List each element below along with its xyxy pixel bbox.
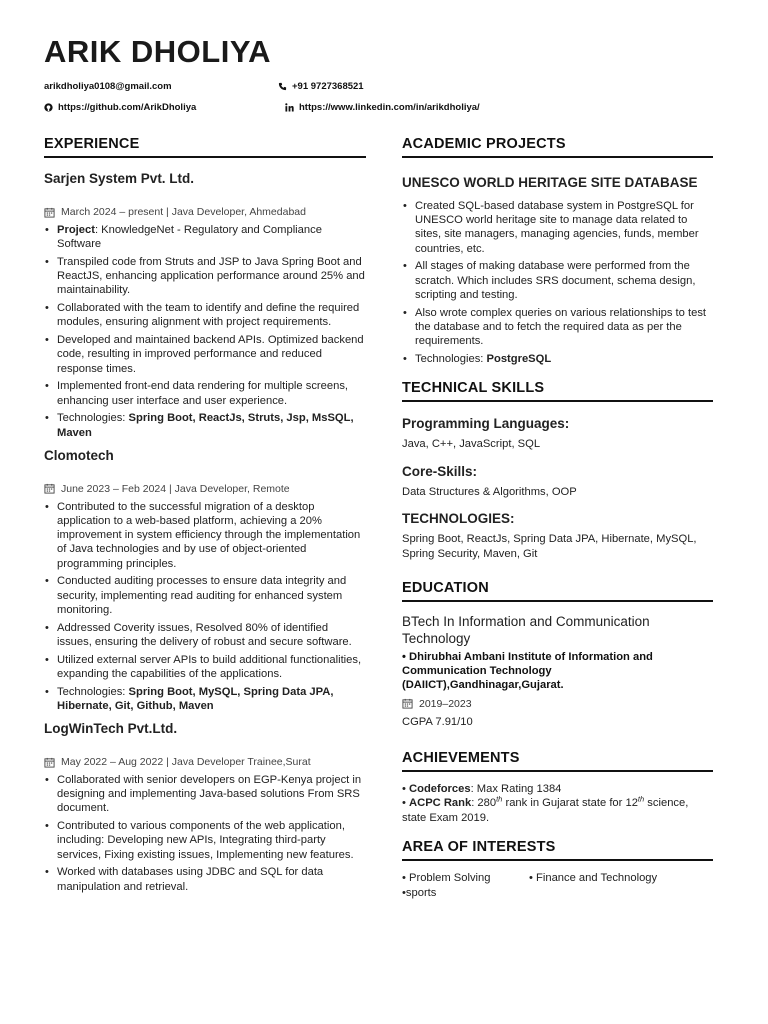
job-meta-text: May 2022 – Aug 2022 | Java Developer Trainee,Surat (61, 756, 311, 769)
list-item: • Collaborated with the team to identify and define the required modules, ensuring alignment with project requirements. (44, 301, 366, 329)
education-years (402, 698, 713, 710)
interests-heading: AREA OF INTERESTS (402, 839, 713, 861)
projects-heading: ACADEMIC PROJECTS (402, 136, 713, 158)
job-company: Clomotech (44, 447, 114, 463)
skill-group-text: Spring Boot, ReactJs, Spring Data JPA, Hibernate, MySQL, Spring Security, Maven, Git (402, 533, 697, 560)
job-company: Sarjen System Pvt. Ltd. (44, 171, 195, 186)
list-item: • Implemented front-end data rendering for multiple screens, enhancing user interface and user experience. (44, 379, 366, 407)
calendar-icon (44, 207, 55, 218)
degree-title: BTech In Information and Communication Technology (402, 614, 650, 647)
education-heading: EDUCATION (402, 580, 713, 602)
interests-row (402, 886, 713, 901)
list-item: • Contributed to various components of the web application, including: Developing new APIs, Integrating third-party services, Fixing existing issues, Implementing new features. (44, 819, 366, 862)
skill-group-heading: Programming Languages: (402, 416, 570, 432)
left-column (44, 136, 366, 897)
job-meta (44, 206, 366, 218)
list-item: • Created SQL-based database system in PostgreSQL for UNESCO world heritage site to manage data related to sites, site managers, managing agencies, funds, member countries, etc. (402, 199, 713, 256)
job-meta (44, 483, 366, 495)
list-item: • Utilized external server APIs to build additional functionalities, expanding the capabilities of the applications. (44, 653, 366, 681)
list-item: • Addressed Coverity issues, Resolved 80% of identified issues, ensuring the delivery of robust and secure software. (44, 621, 366, 649)
job-company: LogWinTech Pvt.Ltd. (44, 721, 178, 737)
linkedin-icon (285, 103, 294, 112)
institute-name: • Dhirubhai Ambani Institute of Information and Communication Technology (DAIICT),Gandhinagar,Gujarat. (402, 651, 653, 692)
skill-group-text: Java, C++, JavaScript, SQL (402, 438, 541, 451)
linkedin-contact[interactable] (285, 102, 480, 113)
phone-contact[interactable] (278, 81, 364, 92)
list-item: • Transpiled code from Struts and JSP to Java Spring Boot and ReactJS, enhancing application performance around 25% and maintainability. (44, 255, 366, 298)
skill-group-heading: TECHNOLOGIES: (402, 511, 515, 527)
list-item: • Problem Solving (402, 872, 491, 885)
job-meta (44, 756, 366, 768)
email-contact[interactable] (44, 81, 172, 92)
skills-heading: TECHNICAL SKILLS (402, 380, 713, 402)
calendar-icon (44, 483, 55, 494)
list-item: • Finance and Technology (529, 872, 658, 885)
phone-icon (278, 82, 287, 91)
list-item: • Project: KnowledgeNet - Regulatory and Compliance Software (44, 223, 366, 251)
github-contact[interactable] (44, 102, 196, 113)
job-bullets (44, 500, 366, 713)
github-link: https://github.com/ArikDholiya (58, 102, 197, 113)
job-meta-text: March 2024 – present | Java Developer, Ahmedabad (61, 206, 306, 218)
cgpa: CGPA 7.91/10 (402, 715, 473, 728)
resume-name: ARIK DHOLIYA (44, 34, 272, 69)
achievement-item: • Codeforces: Max Rating 1384 (402, 782, 562, 795)
github-icon (44, 103, 53, 112)
right-column (402, 136, 713, 900)
skill-group-heading: Core-Skills: (402, 463, 478, 479)
list-item: • Conducted auditing processes to ensure data integrity and security, implementing read auditing for enhanced system monitoring. (44, 574, 366, 617)
job-meta-text: June 2023 – Feb 2024 | Java Developer, Remote (61, 482, 290, 495)
experience-heading: EXPERIENCE (44, 136, 366, 158)
linkedin-link: https://www.linkedin.com/in/arikdholiya/ (299, 102, 480, 113)
list-item: • Developed and maintained backend APIs. Optimized backend code, resulting in improved performance and reduced response times. (44, 333, 366, 376)
years-text: 2019–2023 (419, 697, 472, 710)
list-item: • Contributed to the successful migration of a desktop application to a web-based platform, achieving a 20% improvement in system efficiency through the implementation of Java technologies and by use of object-oriented programming principles. (44, 500, 366, 571)
list-item: • Also wrote complex queries on various relationships to test the database and to fetch the required data as per the requirements. (402, 306, 713, 349)
phone-text: +91 9727368521 (292, 81, 364, 92)
list-item: • Technologies: PostgreSQL (402, 352, 713, 366)
project-bullets (402, 199, 713, 366)
achievements-heading: ACHIEVEMENTS (402, 750, 713, 772)
job-bullets (44, 773, 366, 894)
list-item: • Collaborated with senior developers on EGP-Kenya project in designing and implementing Java-based solutions From SRS document. (44, 773, 366, 816)
list-item: • Technologies: Spring Boot, MySQL, Spring Data JPA, Hibernate, Git, Github, Maven (44, 685, 366, 713)
list-item: •sports (402, 886, 437, 899)
skill-group-text: Data Structures & Algorithms, OOP (402, 485, 577, 498)
calendar-icon (402, 698, 413, 709)
achievement-item: • ACPC Rank: 280th rank in Gujarat state for 12th science, state Exam 2019. (402, 794, 689, 824)
job-bullets (44, 223, 366, 440)
list-item: • Worked with databases using JDBC and SQL for data manipulation and retrieval. (44, 865, 366, 893)
email-text: arikdholiya0108@gmail.com (44, 81, 172, 92)
list-item: • Technologies: Spring Boot, ReactJs, Struts, Jsp, MsSQL, Maven (44, 411, 366, 439)
list-item: • All stages of making database were performed from the scratch. Which includes SRS document, schema design, scripting and testing. (402, 259, 713, 302)
project-title: UNESCO WORLD HERITAGE SITE DATABASE (402, 175, 698, 190)
calendar-icon (44, 757, 55, 768)
interests-row (402, 871, 713, 886)
